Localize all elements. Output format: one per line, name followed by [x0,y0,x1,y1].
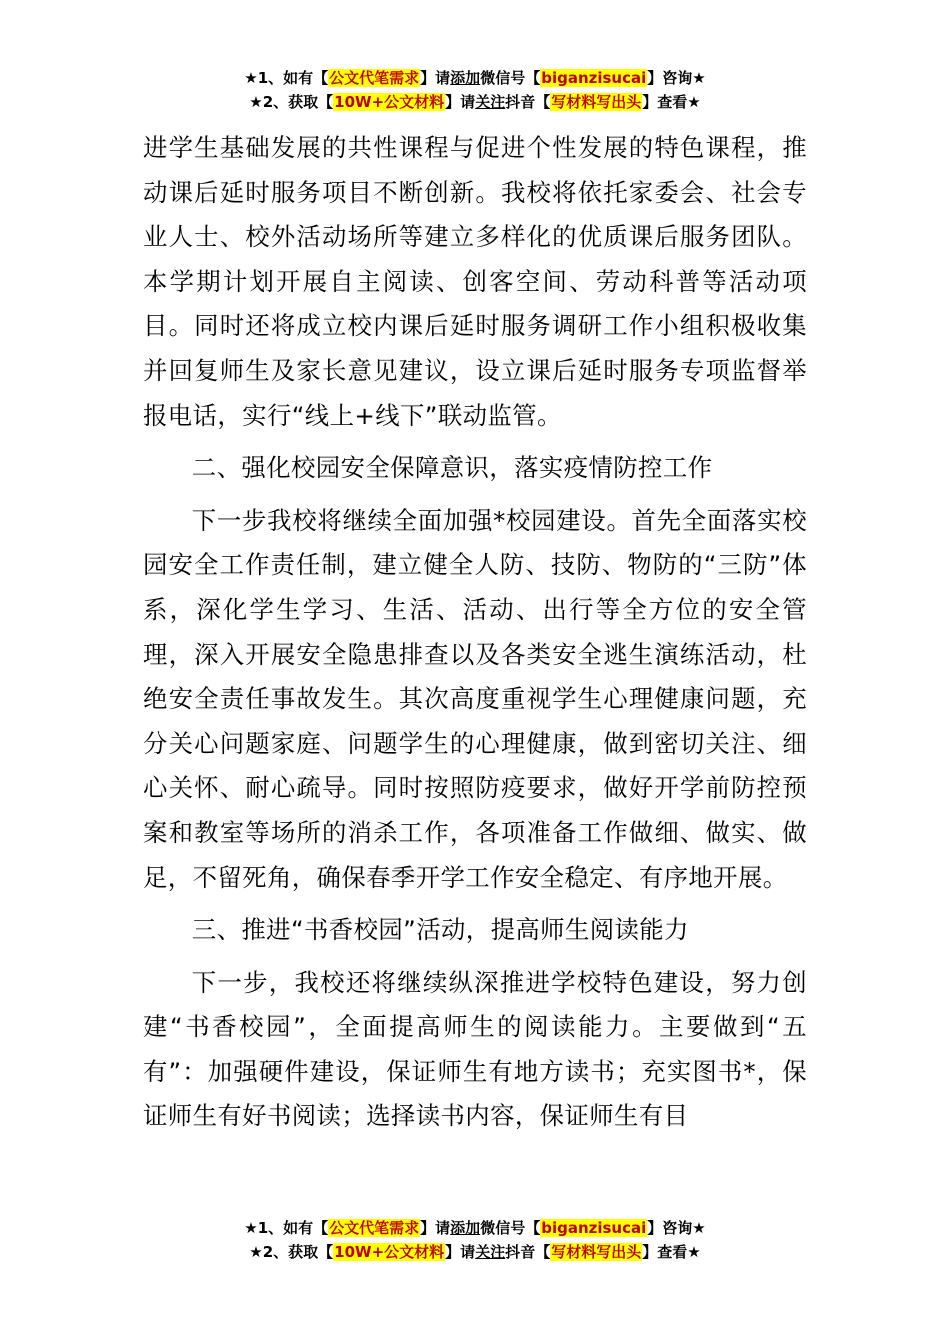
banner-text: 】请 [445,1243,476,1261]
banner-text: 2、获取【 [262,1243,334,1261]
banner-text: 】咨询 [647,1219,693,1237]
star-icon: ★ [687,1243,701,1261]
paragraph-3: 下一步，我校还将继续纵深推进学校特色建设，努力创建“书香校园”，全面提高师生的阅读能力。主要做到“五有”：加强硬件建设，保证师生有地方读书；充实图书*，保证师生有好书阅读；选择读书内容，保证师生有目 [143,967,807,1131]
banner-text: 1、如有【 [257,69,329,87]
section-heading-3: 三、推进“书香校园”活动，提高师生阅读能力 [191,915,689,945]
banner-line-2 [0,1240,950,1264]
banner-text: 】请 [420,1219,451,1237]
banner-line-1 [0,1216,950,1240]
banner-line-1 [0,66,950,90]
underlined-text: 添加 [450,69,481,87]
section-heading-2: 二、强化校园安全保障意识，落实疫情防控工作 [191,453,713,483]
banner-text: 抖音【 [505,93,551,111]
highlight-douyin-id: 写材料写出头 [551,93,642,111]
highlight-service: 公文代笔需求 [329,1219,420,1237]
star-icon: ★ [249,93,263,111]
highlight-wechat-id: biganzisucai [541,69,647,87]
banner-line-2 [0,90,950,114]
banner-text: 2、获取【 [262,93,334,111]
underlined-text: 关注 [475,1243,506,1261]
star-icon: ★ [687,93,701,111]
footer-banner [0,1216,950,1264]
highlight-materials: 10W+公文材料 [334,93,445,111]
highlight-douyin-id: 写材料写出头 [551,1243,642,1261]
highlight-service: 公文代笔需求 [329,69,420,87]
paragraph-1: 进学生基础发展的共性课程与促进个性发展的特色课程，推动课后延时服务项目不断创新。我校将依托家委会、社会专业人士、校外活动场所等建立多样化的优质课后服务团队。本学期计划开展自主阅读、创客空间、劳动科普等活动项目。同时还将成立校内课后延时服务调研工作小组积极收集并回复师生及家长意见建议，设立课后延时服务专项监督举报电话，实行“线上+线下”联动监管。 [143,133,807,430]
star-icon: ★ [244,69,258,87]
banner-text: 】请 [420,69,451,87]
underlined-text: 添加 [450,1219,481,1237]
banner-text: 微信号【 [480,1219,541,1237]
star-icon: ★ [249,1243,263,1261]
underlined-text: 关注 [475,93,506,111]
document-body [143,126,807,1139]
star-icon: ★ [244,1219,258,1237]
banner-text: 抖音【 [505,1243,551,1261]
highlight-wechat-id: biganzisucai [541,1219,647,1237]
banner-text: 1、如有【 [257,1219,329,1237]
highlight-materials: 10W+公文材料 [334,1243,445,1261]
banner-text: 】查看 [642,1243,688,1261]
banner-text: 】咨询 [647,69,693,87]
banner-text: 】请 [445,93,476,111]
paragraph-2: 下一步我校将继续全面加强*校园建设。首先全面落实校园安全工作责任制，建立健全人防、技防、物防的“三防”体系，深化学生学习、生活、活动、出行等全方位的安全管理，深入开展安全隐患排查以及各类安全逃生演练活动，杜绝安全责任事故发生。其次高度重视学生心理健康问题，充分关心问题家庭、问题学生的心理健康，做到密切关注、细心关怀、耐心疏导。同时按照防疫要求，做好开学前防控预案和教室等场所的消杀工作，各项准备工作做细、做实、做足，不留死角，确保春季开学工作安全稳定、有序地开展。 [143,505,807,892]
star-icon: ★ [692,69,706,87]
star-icon: ★ [692,1219,706,1237]
banner-text: 微信号【 [480,69,541,87]
header-banner [0,66,950,114]
banner-text: 】查看 [642,93,688,111]
